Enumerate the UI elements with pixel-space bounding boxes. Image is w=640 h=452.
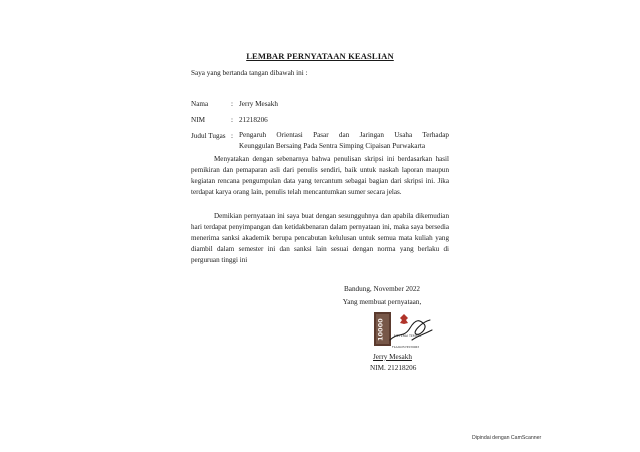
scanner-watermark: Dipindai dengan CamScanner [472, 435, 542, 441]
garuda-emblem-icon [400, 314, 408, 324]
field-label-nama: Nama [191, 100, 209, 108]
field-label-judul: Judul Tugas [191, 132, 226, 140]
paragraph-closing: Demikian pernyataan ini saya buat dengan sesungguhnya dan apabila dikemudian hari terdapat penyimpangan dan ketidakbenaran dalam pernyataan ini, maka saya bersedia menerima sanksi akademik berupa pencabutan kelulusan untuk semua mata kuliah yang diambil dalam semester ini dan sanksi lain sesuai dengan norma yang berlaku di perguruan tinggi ini [191, 212, 449, 264]
field-colon-nim: : [231, 116, 233, 124]
judul-line-2: Keunggulan Bersaing Pada Sentra Simping Cipaisan Purwakarta [239, 142, 426, 150]
judul-line-1: Pengaruh Orientasi Pasar dan Jaringan Usaha Terhadap [239, 131, 449, 139]
field-label-nim: NIM [191, 116, 205, 124]
meterai-stamp-signature [372, 310, 436, 350]
field-value-judul [239, 130, 449, 152]
intro-text: Saya yang bertanda tangan dibawah ini : [191, 69, 308, 77]
signature-place-date: Bandung, November 2022 [343, 285, 421, 293]
stamp-value: 10000 [376, 318, 385, 341]
signature-name: Jerry Mesakh [373, 353, 412, 361]
signature-nim: NIM. 21218206 [370, 364, 417, 372]
field-colon-nama: : [231, 100, 233, 108]
field-value-nim: 21218206 [239, 116, 268, 124]
signature-statement: Yang membuat pernyataan, [342, 298, 422, 306]
field-value-nama: Jerry Mesakh [239, 100, 278, 108]
paragraph-statement: Menyatakan dengan sebenarnya bahwa penulisan skripsi ini berdasarkan hasil pemikiran dan pemaparan asli dari penulis sendiri, baik untuk naskah laporan maupun kegiatan rencana pengumpulan data yang tercantum sebagai bagian dari skripsi ini. Jika terdapat karya orang lain, penulis telah mencantumkan sumer secara jelas. [191, 155, 449, 196]
stamp-label: METERAI TEMPEL [394, 334, 422, 338]
stamp-serial: F1AAKX574539063 [392, 345, 420, 349]
document-title: LEMBAR PERNYATAAN KEASLIAN [246, 51, 394, 61]
field-colon-judul: : [231, 132, 233, 140]
